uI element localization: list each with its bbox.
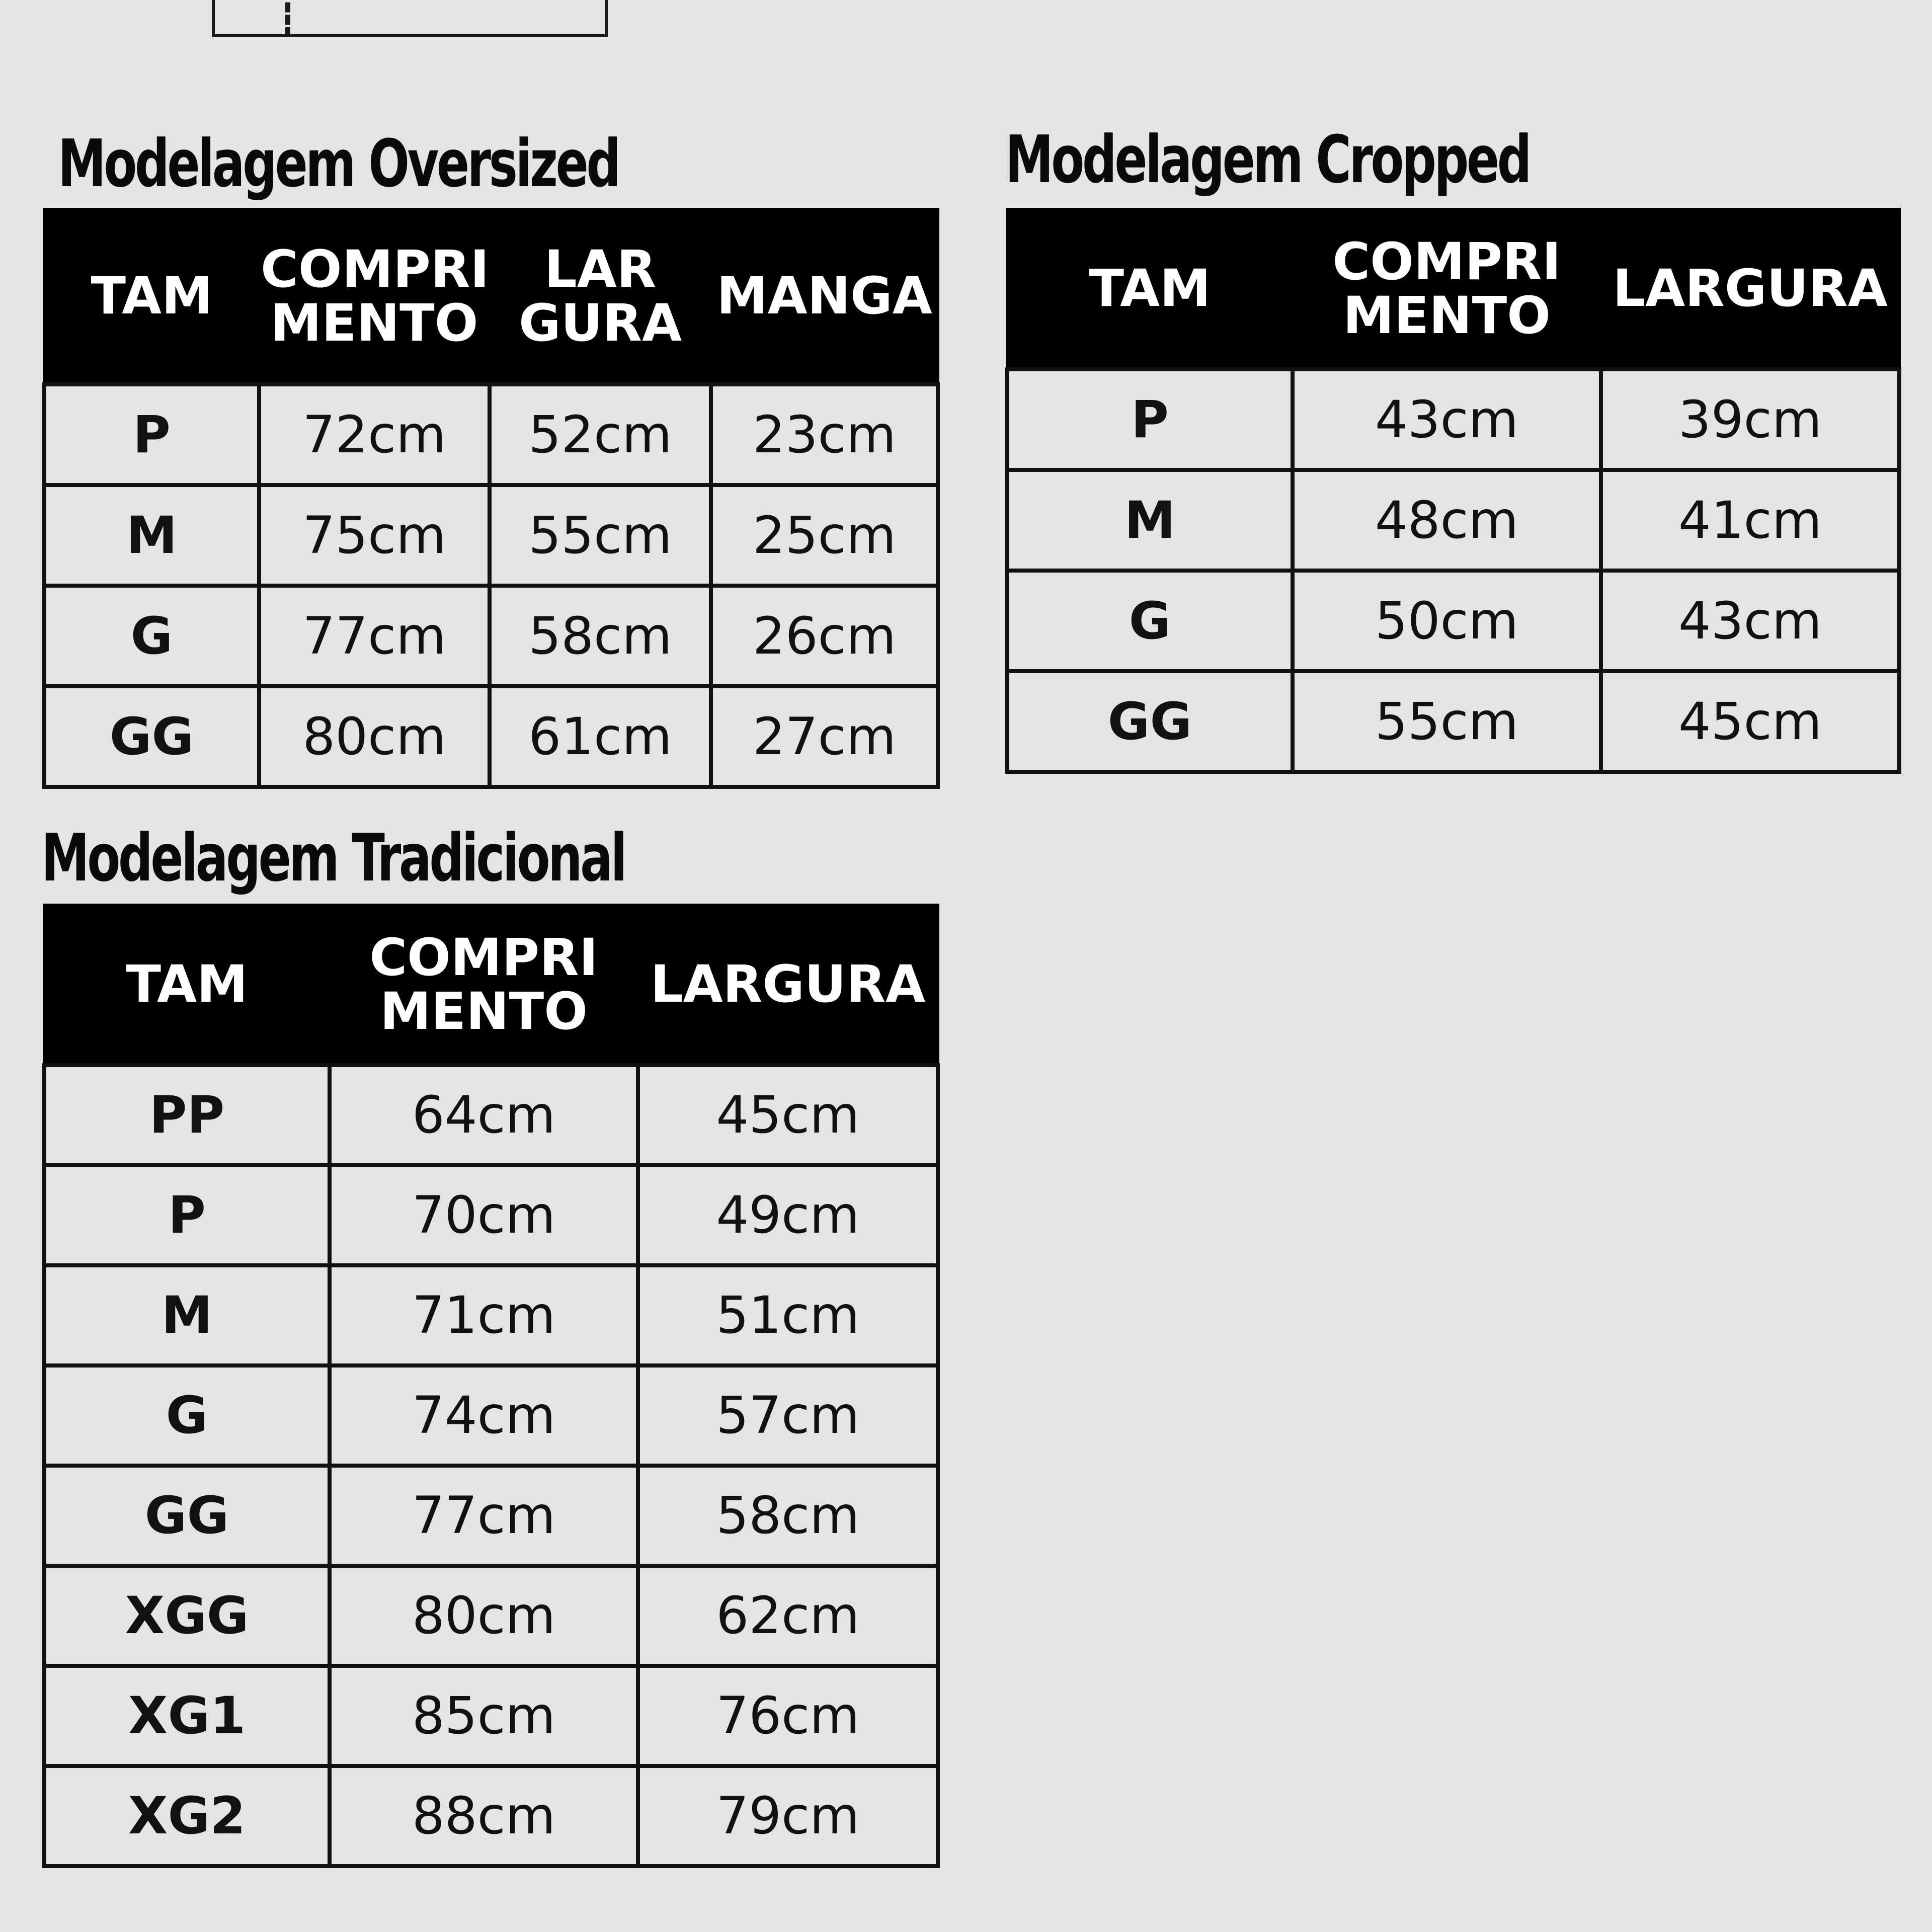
measure-cell: 74cm xyxy=(330,1365,638,1466)
measure-cell: 49cm xyxy=(638,1165,938,1265)
measure-cell: 50cm xyxy=(1293,571,1601,671)
column-header: LARGURA xyxy=(638,905,938,1065)
column-header: TAM xyxy=(44,209,259,384)
measure-cell: 76cm xyxy=(638,1666,938,1766)
size-cell: GG xyxy=(44,686,259,787)
column-header: LARGURA xyxy=(1601,209,1899,369)
table-row xyxy=(44,1766,938,1866)
column-header: COMPRI MENTO xyxy=(1293,209,1601,369)
cropped-size-table xyxy=(1005,208,1901,774)
table-row xyxy=(44,1265,938,1365)
tradicional-title: Modelagem Tradicional xyxy=(41,820,625,896)
column-header: TAM xyxy=(1007,209,1293,369)
table-row xyxy=(44,1365,938,1466)
table-row xyxy=(44,1466,938,1566)
measure-cell: 45cm xyxy=(638,1065,938,1165)
measure-cell: 52cm xyxy=(490,384,711,485)
size-cell: G xyxy=(1007,571,1293,671)
size-cell: M xyxy=(44,1265,330,1365)
measure-cell: 64cm xyxy=(330,1065,638,1165)
tradicional-size-table xyxy=(42,904,940,1868)
measure-cell: 55cm xyxy=(490,485,711,586)
measure-cell: 79cm xyxy=(638,1766,938,1866)
measure-cell: 88cm xyxy=(330,1766,638,1866)
column-header: TAM xyxy=(44,905,330,1065)
size-cell: GG xyxy=(1007,671,1293,772)
table-row xyxy=(44,1666,938,1766)
measure-cell: 80cm xyxy=(330,1566,638,1666)
column-header: COMPRI MENTO xyxy=(330,905,638,1065)
size-cell: P xyxy=(44,384,259,485)
table-header-row xyxy=(44,905,938,1065)
measure-cell: 48cm xyxy=(1293,470,1601,571)
size-cell: PP xyxy=(44,1065,330,1165)
diagram-dashed-line xyxy=(285,0,290,37)
size-cell: M xyxy=(44,485,259,586)
measure-cell: 43cm xyxy=(1601,571,1899,671)
table-row xyxy=(44,485,938,586)
size-cell: G xyxy=(44,586,259,686)
cropped-title: Modelagem Cropped xyxy=(1005,121,1530,198)
size-cell: P xyxy=(44,1165,330,1265)
table-row xyxy=(44,384,938,485)
size-cell: XGG xyxy=(44,1566,330,1666)
measure-cell: 77cm xyxy=(259,586,490,686)
table-row xyxy=(1007,671,1899,772)
table-row xyxy=(44,686,938,787)
table-header-row xyxy=(1007,209,1899,369)
size-cell: G xyxy=(44,1365,330,1466)
size-cell: XG1 xyxy=(44,1666,330,1766)
size-cell: GG xyxy=(44,1466,330,1566)
measure-cell: 43cm xyxy=(1293,369,1601,470)
measure-cell: 75cm xyxy=(259,485,490,586)
measure-cell: 80cm xyxy=(259,686,490,787)
measure-cell: 23cm xyxy=(711,384,938,485)
table-row xyxy=(44,586,938,686)
table-row xyxy=(1007,470,1899,571)
table-row xyxy=(44,1165,938,1265)
measure-cell: 58cm xyxy=(490,586,711,686)
measure-cell: 51cm xyxy=(638,1265,938,1365)
measure-cell: 39cm xyxy=(1601,369,1899,470)
table-row xyxy=(44,1065,938,1165)
table-header-row xyxy=(44,209,938,384)
table-row xyxy=(1007,369,1899,470)
column-header: COMPRI MENTO xyxy=(259,209,490,384)
measure-cell: 62cm xyxy=(638,1566,938,1666)
measure-cell: 45cm xyxy=(1601,671,1899,772)
measure-cell: 41cm xyxy=(1601,470,1899,571)
measure-cell: 61cm xyxy=(490,686,711,787)
column-header: LAR GURA xyxy=(490,209,711,384)
oversized-size-table xyxy=(42,208,940,789)
measure-cell: 70cm xyxy=(330,1165,638,1265)
garment-diagram-fragment xyxy=(212,0,608,37)
oversized-title: Modelagem Oversized xyxy=(58,125,619,202)
measure-cell: 25cm xyxy=(711,485,938,586)
table-row xyxy=(1007,571,1899,671)
measure-cell: 55cm xyxy=(1293,671,1601,772)
table-row xyxy=(44,1566,938,1666)
measure-cell: 26cm xyxy=(711,586,938,686)
column-header: MANGA xyxy=(711,209,938,384)
size-cell: M xyxy=(1007,470,1293,571)
measure-cell: 77cm xyxy=(330,1466,638,1566)
size-cell: P xyxy=(1007,369,1293,470)
measure-cell: 58cm xyxy=(638,1466,938,1566)
measure-cell: 85cm xyxy=(330,1666,638,1766)
measure-cell: 27cm xyxy=(711,686,938,787)
measure-cell: 72cm xyxy=(259,384,490,485)
size-cell: XG2 xyxy=(44,1766,330,1866)
measure-cell: 57cm xyxy=(638,1365,938,1466)
measure-cell: 71cm xyxy=(330,1265,638,1365)
